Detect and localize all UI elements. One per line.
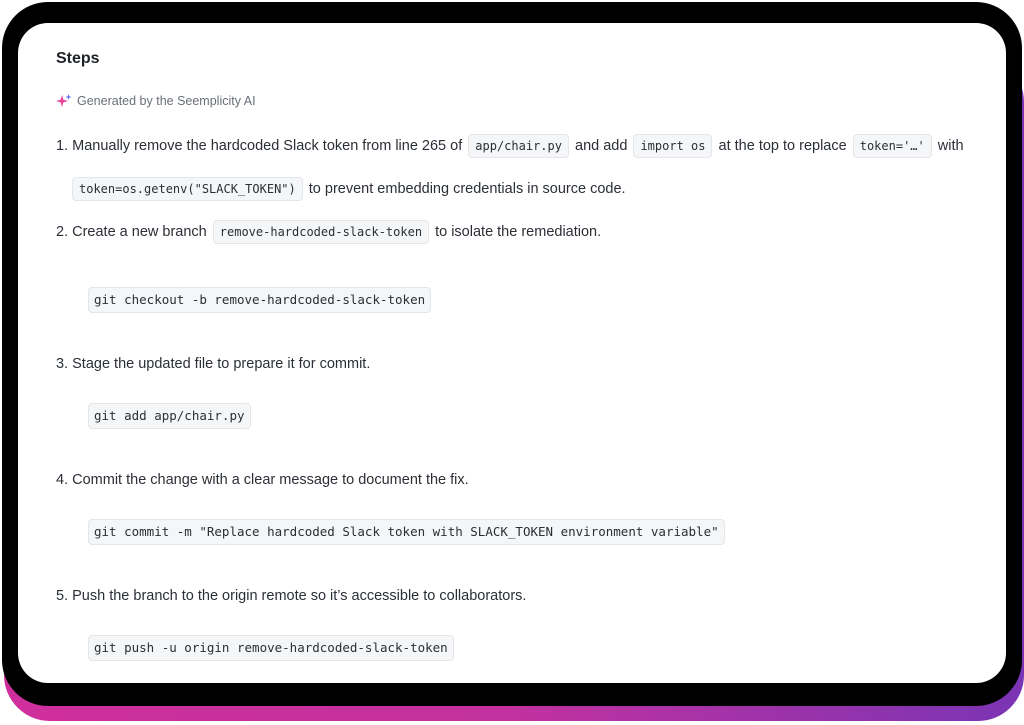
step-3-text: Stage the updated file to prepare it for commit. bbox=[72, 356, 371, 372]
step-1-text-c: at the top to replace bbox=[718, 137, 847, 154]
token-code: token='…' bbox=[853, 134, 932, 158]
step-1-continued bbox=[70, 177, 626, 201]
push-command-block[interactable]: git push -u origin remove-hardcoded-slack-token bbox=[88, 635, 454, 661]
getenv-code: token=os.getenv("SLACK_TOKEN") bbox=[72, 177, 303, 201]
step-1-text-e: to prevent embedding credentials in source code. bbox=[308, 180, 626, 197]
step-4 bbox=[56, 470, 469, 490]
generated-by-label: Generated by the Seemplicity AI bbox=[77, 94, 256, 108]
step-4-text: Commit the change with a clear message to document the fix. bbox=[72, 472, 469, 488]
step-5-number: 5. bbox=[56, 588, 69, 604]
commit-command-block[interactable]: git commit -m "Replace hardcoded Slack token with SLACK_TOKEN environment variable" bbox=[88, 519, 725, 545]
generated-by-row bbox=[56, 93, 256, 109]
step-5-text: Push the branch to the origin remote so it’s accessible to collaborators. bbox=[72, 588, 527, 604]
step-2-text-b: to isolate the remediation. bbox=[435, 223, 602, 240]
add-command-block[interactable]: git add app/chair.py bbox=[88, 403, 251, 429]
checkout-command-block[interactable]: git checkout -b remove-hardcoded-slack-token bbox=[88, 287, 431, 313]
step-4-number: 4. bbox=[56, 472, 69, 488]
step-1-text-b: and add bbox=[575, 137, 628, 154]
step-1 bbox=[56, 134, 964, 158]
card-title: Steps bbox=[56, 50, 100, 67]
step-5 bbox=[56, 586, 526, 606]
steps-card bbox=[18, 23, 1006, 683]
sparkle-icon bbox=[56, 93, 72, 109]
step-1-text-d: with bbox=[937, 137, 964, 154]
step-3-number: 3. bbox=[56, 356, 69, 372]
step-2 bbox=[56, 220, 601, 244]
step-1-number: 1. bbox=[56, 137, 69, 154]
step-3 bbox=[56, 354, 370, 374]
step-2-text-a: Create a new branch bbox=[72, 223, 207, 240]
step-1-text-a: Manually remove the hardcoded Slack token from line 265 of bbox=[72, 137, 463, 154]
file-path-code: app/chair.py bbox=[468, 134, 569, 158]
step-2-number: 2. bbox=[56, 223, 69, 240]
branch-name-code: remove-hardcoded-slack-token bbox=[213, 220, 429, 244]
import-code: import os bbox=[633, 134, 712, 158]
